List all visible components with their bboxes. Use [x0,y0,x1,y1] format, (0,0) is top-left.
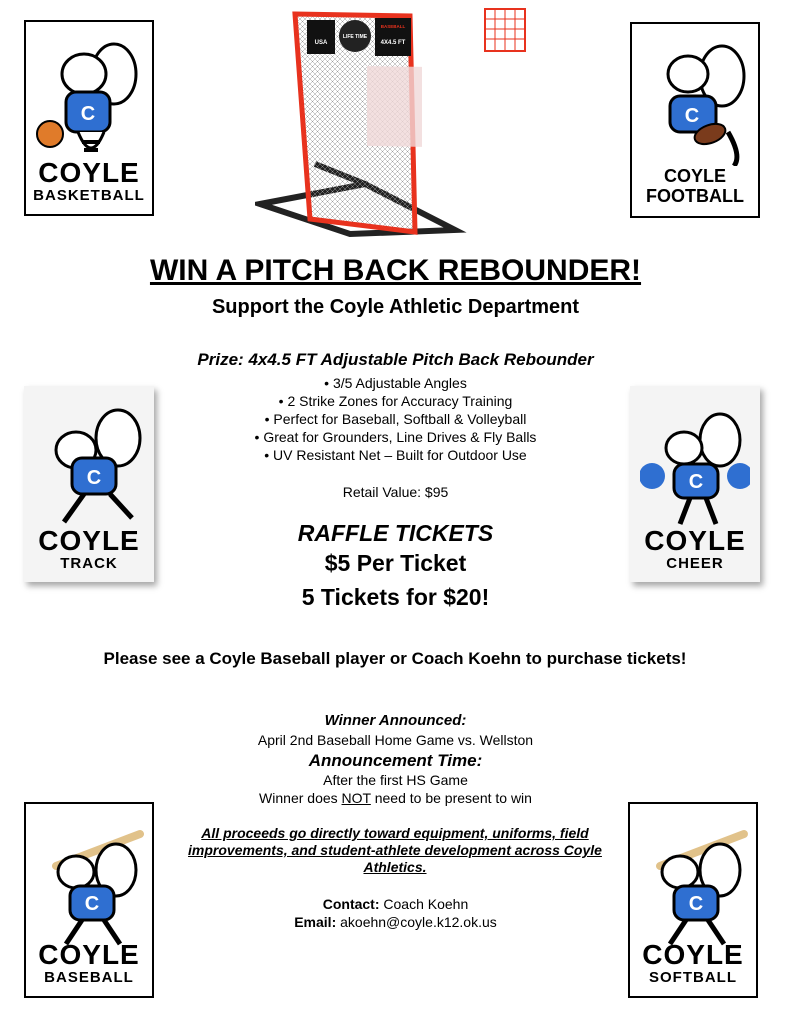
logo-line1: COYLE [644,525,746,556]
feature-item: • 2 Strike Zones for Accuracy Training [278,393,513,409]
logo-line2: SOFTBALL [649,969,737,986]
email-value: akoehn@coyle.k12.ok.us [336,914,497,930]
coyle-basketball-logo [24,20,154,216]
svg-text:LIFE TIME: LIFE TIME [342,34,368,40]
announcement-time: After the first HS Game [323,772,468,788]
svg-text:C: C [80,103,96,125]
presence-post: need to be present to win [370,790,532,806]
contact-line [0,896,791,912]
svg-text:C: C [688,471,704,493]
presence-pre: Winner does [259,790,342,806]
contact-value: Coach Koehn [379,896,469,912]
logo-line2: FOOTBALL [646,186,744,206]
email-line [0,914,791,930]
svg-text:USA: USA [314,40,328,46]
svg-text:BASEBALL: BASEBALL [380,24,406,29]
logo-line1: COYLE [38,157,140,188]
retail-value: Retail Value: $95 [342,484,449,500]
proceeds-note: All proceeds go directly toward equipment, uniforms, field improvements, and student-athlete development across Coyle Athletics. [188,825,602,875]
ticket-price: $5 Per Ticket [324,550,467,576]
logo-line1: COYLE [642,939,744,970]
feature-item: • UV Resistant Net – Built for Outdoor Use [264,447,527,463]
logo-line2: BASEBALL [44,969,134,986]
presence-emphasis: NOT [341,790,371,806]
coyle-football-logo [630,22,760,218]
email-label: Email: [294,914,337,930]
page-title: WIN A PITCH BACK REBOUNDER! [149,254,642,287]
svg-text:4X4.5 FT: 4X4.5 FT [380,40,406,46]
page-subtitle: Support the Coyle Athletic Department [211,296,580,318]
winner-heading: Winner Announced: [324,712,467,729]
winner-text: April 2nd Baseball Home Game vs. Wellston [257,732,534,748]
prize-heading: Prize: 4x4.5 FT Adjustable Pitch Back Rebounder [197,350,594,369]
logo-line2: CHEER [666,555,724,572]
svg-text:C: C [684,105,700,127]
feature-item: • 3/5 Adjustable Angles [324,375,467,391]
bundle-price: 5 Tickets for $20! [301,584,490,610]
logo-line1: COYLE [38,939,140,970]
logo-line2: TRACK [60,555,118,572]
rebounder-image [255,4,545,240]
presence-note [0,790,791,806]
svg-text:C: C [86,467,102,489]
raffle-heading: RAFFLE TICKETS [297,520,494,546]
contact-label: Contact: [322,896,380,912]
announcement-heading: Announcement Time: [308,751,483,770]
feature-item: • Great for Grounders, Line Drives & Fly Balls [254,429,537,445]
svg-text:C: C [688,893,704,915]
logo-line1: COYLE [663,166,726,186]
logo-line1: COYLE [38,525,140,556]
feature-item: • Perfect for Baseball, Softball & Volleyball [264,411,527,427]
purchase-note: Please see a Coyle Baseball player or Coach Koehn to purchase tickets! [103,649,687,668]
feature-list [0,374,791,464]
logo-line2: BASKETBALL [33,187,145,204]
svg-text:C: C [84,893,100,915]
